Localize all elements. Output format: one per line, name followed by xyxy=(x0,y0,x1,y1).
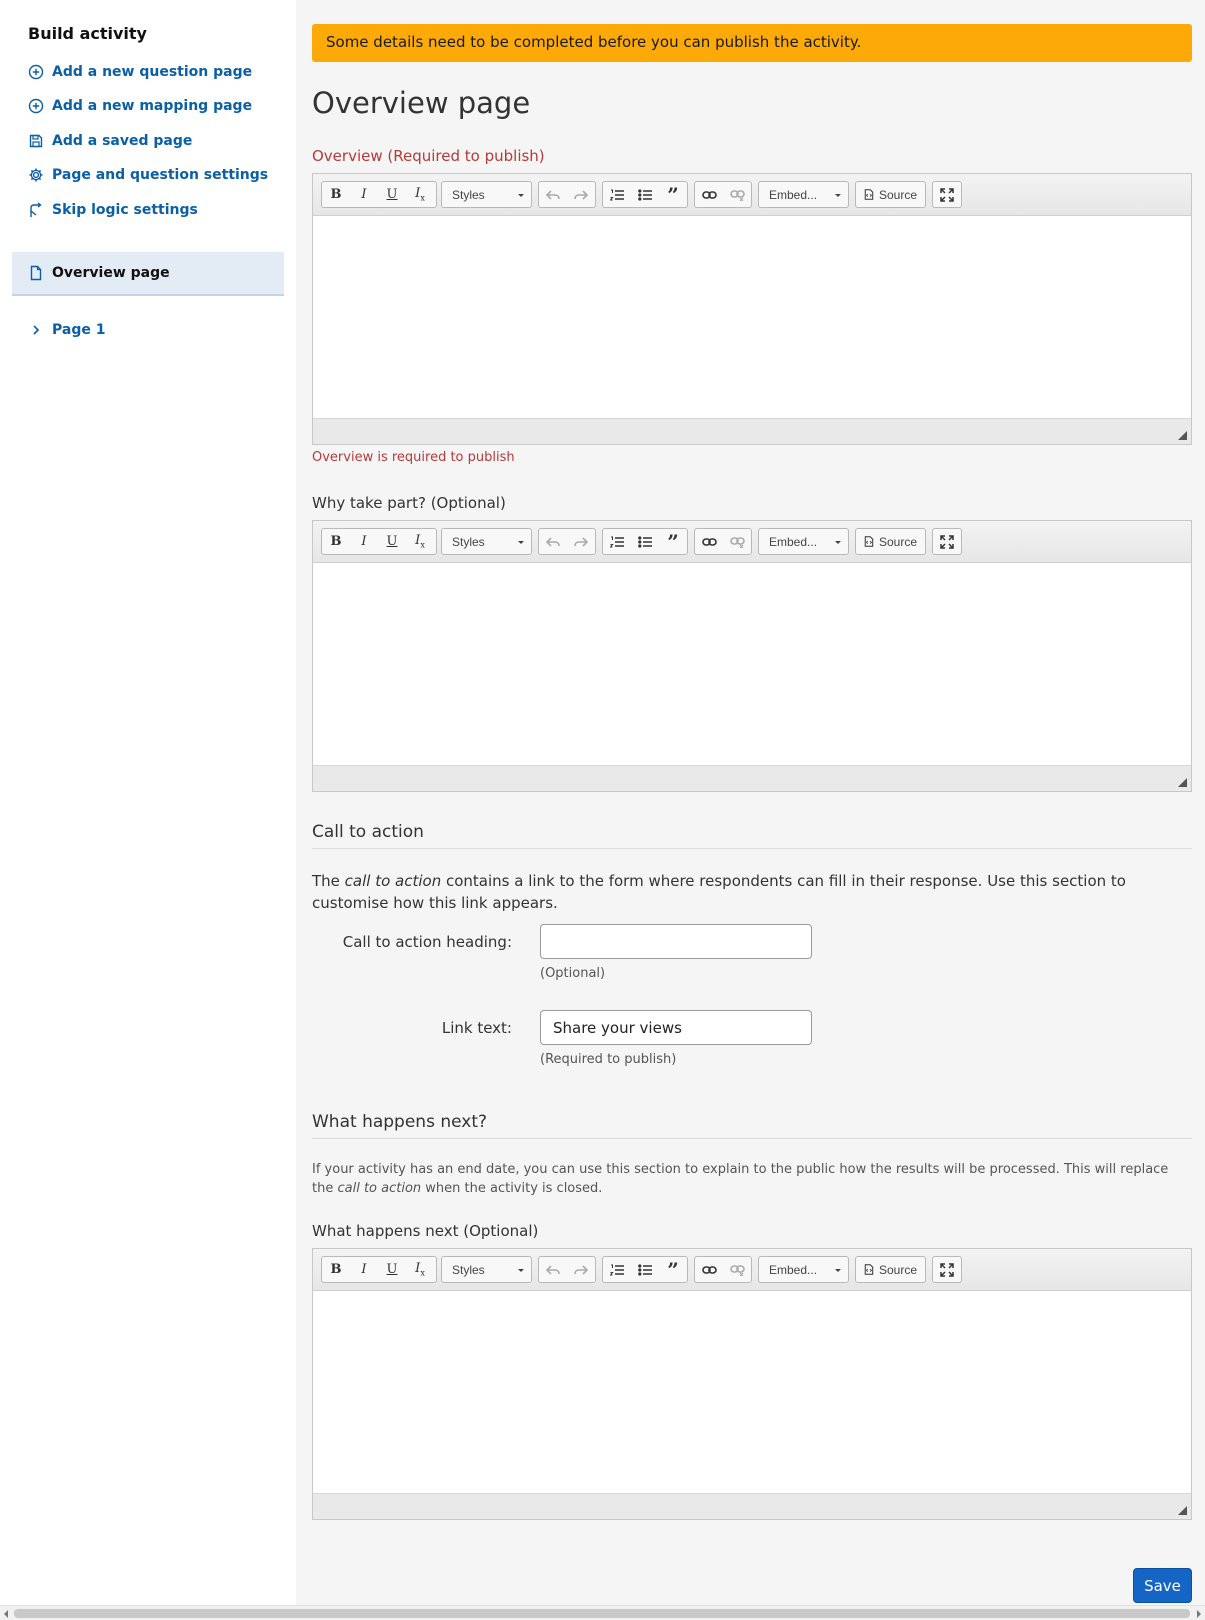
embed-dropdown[interactable] xyxy=(758,181,849,208)
link-group xyxy=(694,1256,752,1283)
styles-dropdown[interactable] xyxy=(441,528,532,555)
underline-button[interactable]: U xyxy=(386,187,398,202)
link-icon xyxy=(702,537,717,547)
bullet-list-icon xyxy=(638,1264,652,1276)
list-group xyxy=(602,528,688,555)
list-group xyxy=(602,1256,688,1283)
redo-icon xyxy=(574,189,588,201)
page-title: Overview page xyxy=(312,86,531,120)
source-button[interactable] xyxy=(855,1256,926,1283)
add-saved-page-link[interactable] xyxy=(28,129,192,153)
remove-format-icon: $I_x$ xyxy=(415,1261,425,1278)
bullet-list-button[interactable] xyxy=(631,529,659,554)
undo-icon xyxy=(546,189,560,201)
save-icon xyxy=(28,133,44,149)
maximize-icon xyxy=(940,535,954,549)
blockquote-button[interactable] xyxy=(659,182,687,207)
overview-edit-area[interactable] xyxy=(313,216,1191,418)
underline-button[interactable]: U xyxy=(386,534,398,549)
link-button[interactable] xyxy=(695,529,723,554)
page-question-settings-label: Page and question settings xyxy=(52,167,269,183)
page-question-settings-link[interactable] xyxy=(28,163,268,187)
resize-grip-icon[interactable] xyxy=(1178,778,1187,787)
cta-heading-field-label: Call to action heading: xyxy=(342,933,512,951)
cta-heading-input[interactable] xyxy=(540,924,812,959)
add-question-page-link[interactable] xyxy=(28,60,252,84)
italic-button[interactable]: I xyxy=(361,1262,367,1277)
sidebar-item-page-1-label: Page 1 xyxy=(52,322,106,338)
redo-button[interactable] xyxy=(567,529,595,554)
what-happens-next-label: What happens next (Optional) xyxy=(312,1222,539,1240)
link-group xyxy=(694,528,752,555)
cta-heading-hint: (Optional) xyxy=(540,966,606,981)
embed-dropdown-label: Embed... xyxy=(769,1263,818,1277)
editor-statusbar xyxy=(313,1493,1191,1519)
remove-format-icon: $I_x$ xyxy=(415,186,425,203)
caret-down-icon xyxy=(835,194,841,197)
scroll-left-icon[interactable] xyxy=(4,1610,8,1618)
embed-dropdown[interactable] xyxy=(758,1256,849,1283)
link-text-hint: (Required to publish) xyxy=(540,1052,677,1067)
maximize-icon xyxy=(940,1263,954,1277)
cta-desc-emphasis: call to action xyxy=(344,872,442,890)
what-happens-next-heading: What happens next? xyxy=(312,1112,1192,1139)
sidebar-item-overview-page[interactable] xyxy=(12,252,284,296)
undo-button[interactable] xyxy=(539,529,567,554)
styles-dropdown-label: Styles xyxy=(452,188,485,202)
bullet-list-icon xyxy=(638,189,652,201)
list-group xyxy=(602,181,688,208)
call-to-action-description xyxy=(312,870,1192,914)
maximize-button[interactable] xyxy=(933,182,961,207)
skip-logic-settings-link[interactable] xyxy=(28,198,198,222)
history-group xyxy=(538,528,596,555)
embed-dropdown[interactable] xyxy=(758,528,849,555)
styles-dropdown-label: Styles xyxy=(452,1263,485,1277)
editor-toolbar xyxy=(313,1249,1191,1291)
unlink-button[interactable] xyxy=(723,529,751,554)
add-saved-page-label: Add a saved page xyxy=(52,133,193,149)
skip-logic-settings-label: Skip logic settings xyxy=(52,202,198,218)
undo-icon xyxy=(546,536,560,548)
document-icon xyxy=(28,265,44,281)
why-take-part-label: Why take part? (Optional) xyxy=(312,494,506,512)
what-happens-next-edit-area[interactable] xyxy=(313,1291,1191,1493)
caret-down-icon xyxy=(518,194,524,197)
italic-button[interactable]: I xyxy=(361,187,367,202)
remove-format-icon: $I_x$ xyxy=(415,533,425,550)
history-group xyxy=(538,1256,596,1283)
format-group xyxy=(321,528,437,555)
overview-editor xyxy=(312,173,1192,445)
plus-circle-icon xyxy=(28,98,44,114)
publish-warning-alert: Some details need to be completed before you can publish the activity. xyxy=(312,24,1192,62)
styles-dropdown[interactable] xyxy=(441,1256,532,1283)
maximize-icon xyxy=(940,188,954,202)
bold-button[interactable]: B xyxy=(330,187,342,202)
embed-dropdown-label: Embed... xyxy=(769,535,818,549)
redo-button[interactable] xyxy=(567,182,595,207)
source-button[interactable] xyxy=(855,181,926,208)
unlink-button[interactable] xyxy=(723,182,751,207)
unlink-icon xyxy=(730,536,745,548)
numbered-list-button[interactable] xyxy=(603,1257,631,1282)
styles-dropdown-label: Styles xyxy=(452,535,485,549)
sidebar-item-page-1[interactable] xyxy=(28,318,105,342)
embed-dropdown-label: Embed... xyxy=(769,188,818,202)
caret-down-icon xyxy=(518,1269,524,1272)
bullet-list-button[interactable] xyxy=(631,1257,659,1282)
quote-icon: ” xyxy=(667,529,679,554)
resize-grip-icon[interactable] xyxy=(1178,1506,1187,1515)
caret-down-icon xyxy=(835,1269,841,1272)
bullet-list-button[interactable] xyxy=(631,182,659,207)
history-group xyxy=(538,181,596,208)
link-text-field-label: Link text: xyxy=(441,1019,512,1037)
scrollbar-thumb[interactable] xyxy=(14,1609,1190,1618)
redo-icon xyxy=(574,1264,588,1276)
unlink-button[interactable] xyxy=(723,1257,751,1282)
sidebar-item-overview-label: Overview page xyxy=(52,265,170,281)
sidebar-title: Build activity xyxy=(28,24,147,43)
whn-desc-part: when the activity is closed. xyxy=(421,1181,603,1196)
bold-button[interactable]: B xyxy=(330,1262,342,1277)
link-icon xyxy=(702,1265,717,1275)
editor-statusbar xyxy=(313,765,1191,791)
save-button[interactable]: Save xyxy=(1133,1568,1192,1603)
numbered-list-icon xyxy=(610,1264,624,1276)
add-mapping-page-link[interactable] xyxy=(28,94,252,118)
source-button[interactable] xyxy=(855,528,926,555)
source-icon xyxy=(864,535,874,548)
numbered-list-button[interactable] xyxy=(603,182,631,207)
source-icon xyxy=(864,188,874,201)
bullet-list-icon xyxy=(638,536,652,548)
caret-down-icon xyxy=(835,541,841,544)
caret-down-icon xyxy=(518,541,524,544)
why-take-part-editor xyxy=(312,520,1192,792)
link-text-input[interactable] xyxy=(540,1010,812,1045)
quote-icon: ” xyxy=(667,1257,679,1282)
sidebar xyxy=(0,0,296,1605)
branch-icon xyxy=(28,202,44,218)
link-button[interactable] xyxy=(695,1257,723,1282)
source-label: Source xyxy=(878,534,917,549)
overview-error-message: Overview is required to publish xyxy=(312,450,515,465)
remove-format-button[interactable] xyxy=(406,529,434,554)
add-mapping-page-label: Add a new mapping page xyxy=(52,98,253,114)
maximize-group xyxy=(932,528,962,555)
source-icon xyxy=(864,1263,874,1276)
blockquote-button[interactable] xyxy=(659,529,687,554)
whn-desc-emphasis: call to action xyxy=(337,1181,422,1196)
cta-desc-part: The xyxy=(312,872,345,890)
quote-icon: ” xyxy=(667,182,679,207)
scroll-right-icon[interactable] xyxy=(1197,1610,1201,1618)
horizontal-scrollbar[interactable] xyxy=(0,1605,1205,1620)
maximize-group xyxy=(932,181,962,208)
format-group xyxy=(321,1256,437,1283)
overview-label: Overview (Required to publish) xyxy=(312,147,545,165)
source-label: Source xyxy=(878,187,917,202)
numbered-list-icon xyxy=(610,189,624,201)
redo-button[interactable] xyxy=(567,1257,595,1282)
editor-statusbar xyxy=(313,418,1191,444)
maximize-group xyxy=(932,1256,962,1283)
maximize-button[interactable] xyxy=(933,529,961,554)
bold-button[interactable]: B xyxy=(330,534,342,549)
what-happens-next-editor xyxy=(312,1248,1192,1520)
resize-grip-icon[interactable] xyxy=(1178,431,1187,440)
cta-desc-part: contains a link to the form where respondents can fill in their response. Use this section to customise how this link appears. xyxy=(312,872,1126,912)
numbered-list-icon xyxy=(610,536,624,548)
source-label: Source xyxy=(878,1262,917,1277)
whn-desc-part: If your activity has an end date, you can use this section to explain to the public how the results will be processed. This will replace the xyxy=(312,1162,1169,1196)
format-group xyxy=(321,181,437,208)
unlink-icon xyxy=(730,189,745,201)
call-to-action-heading: Call to action xyxy=(312,822,1192,849)
chevron-right-icon xyxy=(28,322,44,338)
underline-button[interactable]: U xyxy=(386,1262,398,1277)
add-question-page-label: Add a new question page xyxy=(52,64,253,80)
what-happens-next-description xyxy=(312,1160,1192,1198)
unlink-icon xyxy=(730,1264,745,1276)
remove-format-button[interactable] xyxy=(406,182,434,207)
italic-button[interactable]: I xyxy=(361,534,367,549)
undo-button[interactable] xyxy=(539,1257,567,1282)
undo-button[interactable] xyxy=(539,182,567,207)
link-button[interactable] xyxy=(695,182,723,207)
link-icon xyxy=(702,190,717,200)
remove-format-button[interactable] xyxy=(406,1257,434,1282)
plus-circle-icon xyxy=(28,64,44,80)
gear-icon xyxy=(28,167,44,183)
link-group xyxy=(694,181,752,208)
styles-dropdown[interactable] xyxy=(441,181,532,208)
blockquote-button[interactable] xyxy=(659,1257,687,1282)
editor-toolbar xyxy=(313,521,1191,563)
editor-toolbar xyxy=(313,174,1191,216)
maximize-button[interactable] xyxy=(933,1257,961,1282)
numbered-list-button[interactable] xyxy=(603,529,631,554)
redo-icon xyxy=(574,536,588,548)
why-take-part-edit-area[interactable] xyxy=(313,563,1191,765)
undo-icon xyxy=(546,1264,560,1276)
